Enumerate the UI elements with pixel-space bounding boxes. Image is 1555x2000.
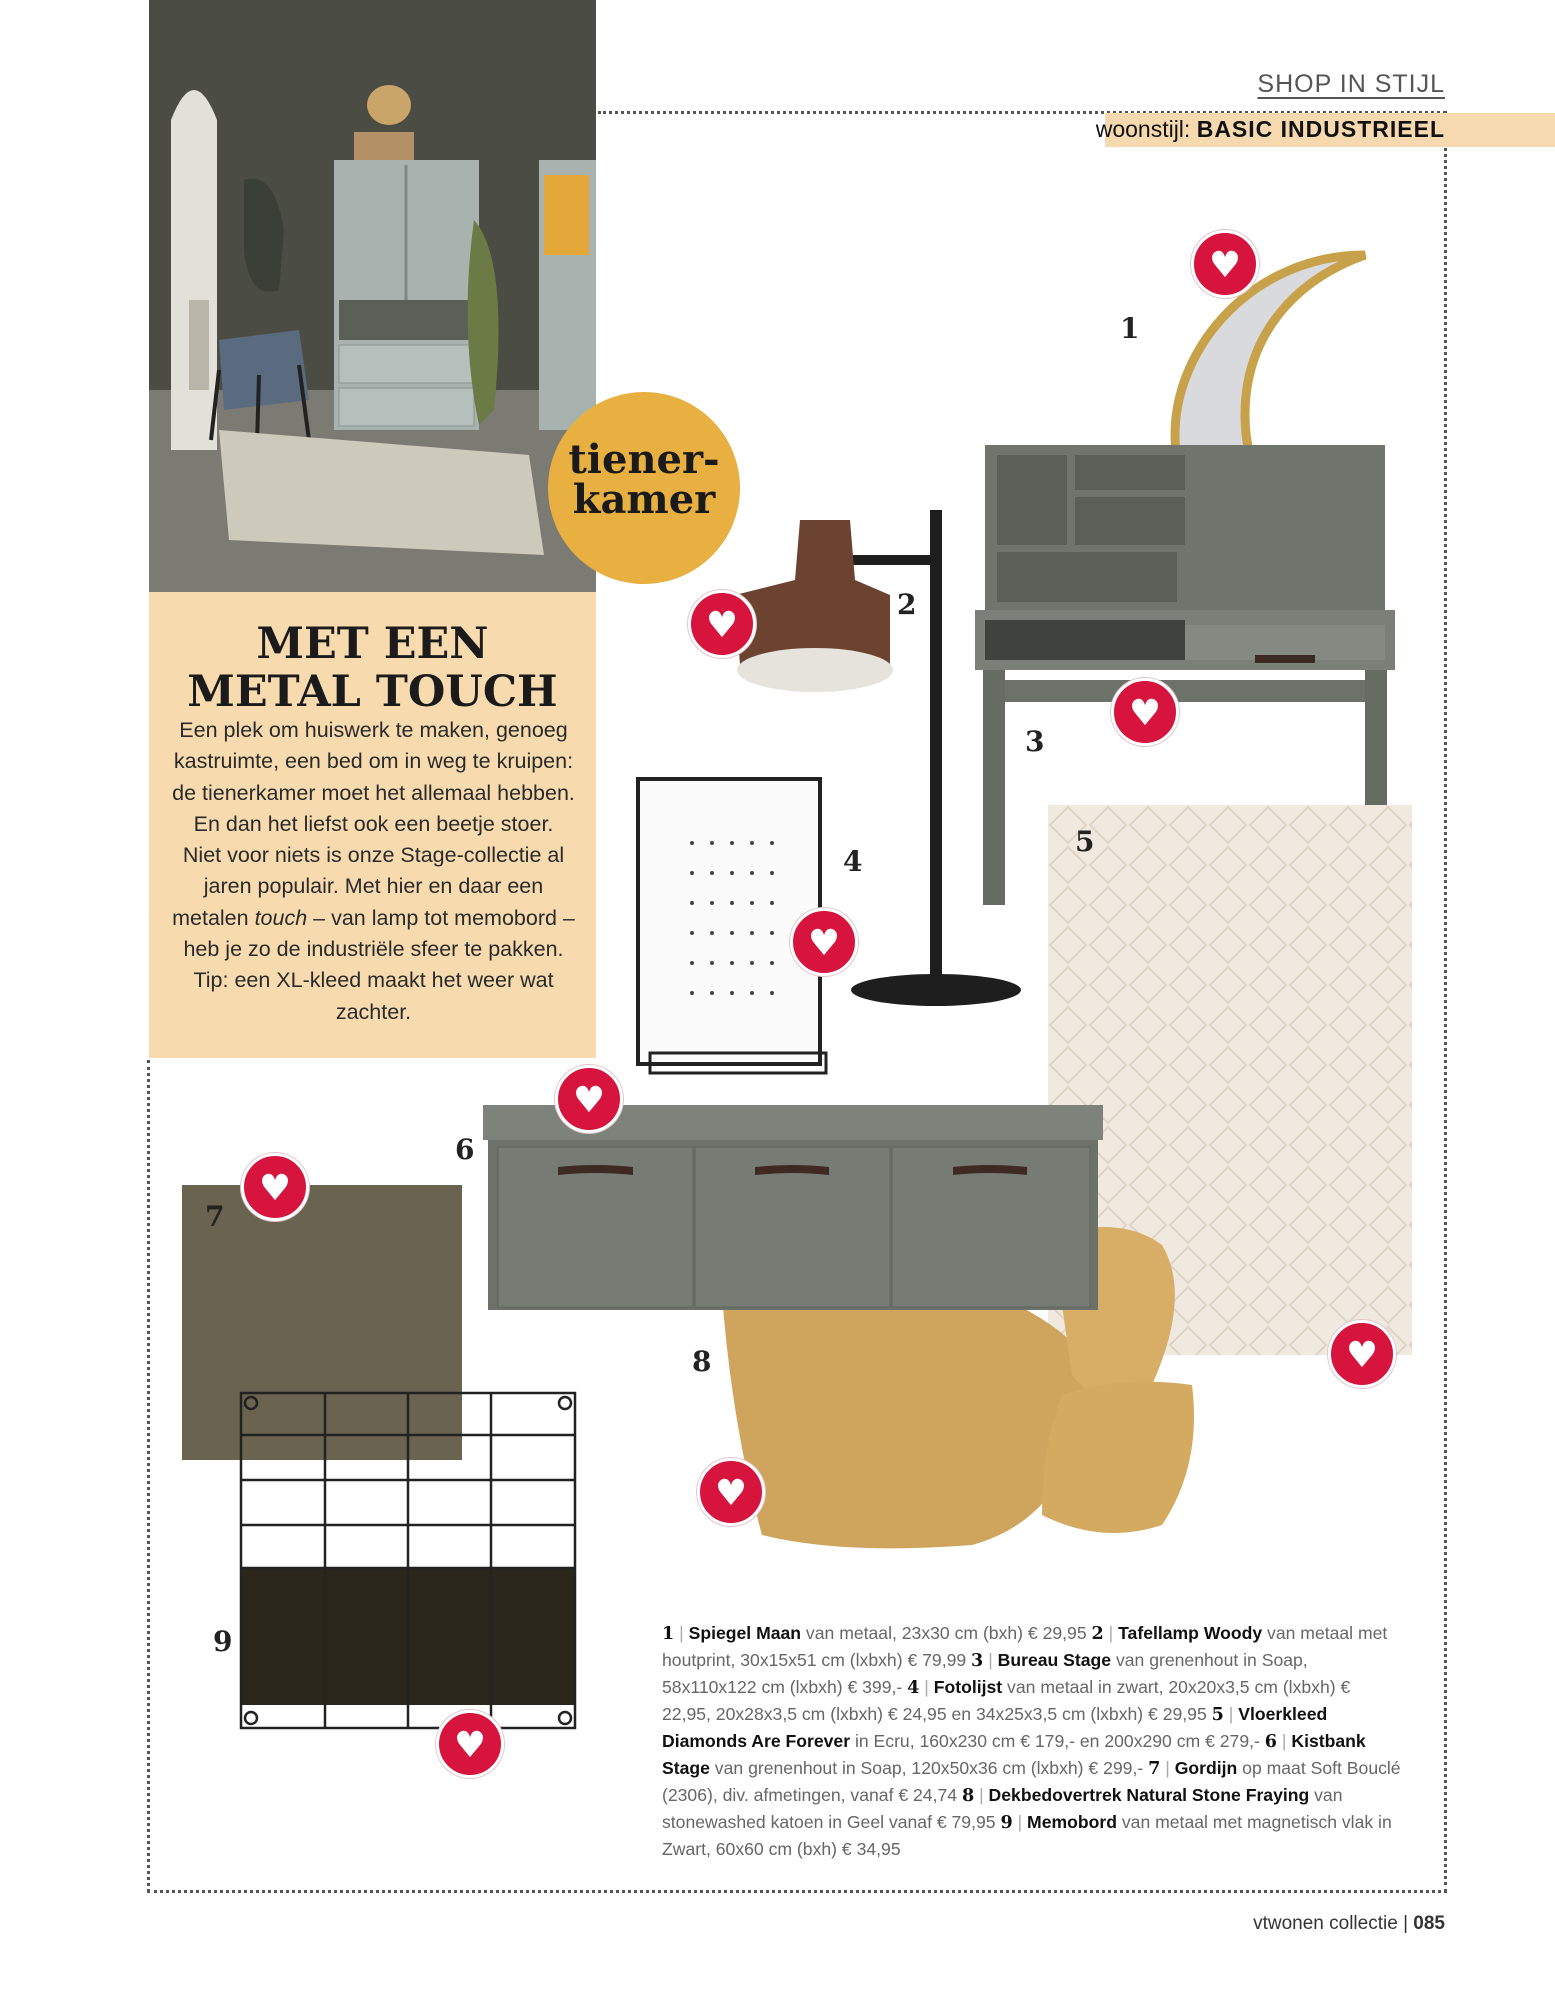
heart-icon: ♥	[1208, 245, 1242, 286]
product-name: Memobord	[1027, 1812, 1117, 1832]
style-prefix: woonstijl:	[1095, 116, 1191, 142]
favorite-heart-9[interactable]	[436, 1710, 504, 1778]
heart-icon: ♥	[714, 1473, 748, 1514]
storage-bench-image	[483, 1105, 1103, 1315]
body-text-2: – van lamp tot memobord – heb je zo de industriële sfeer te pakken. Tip: een XL-kleed maakt het weer wat zachter.	[183, 905, 575, 1024]
product-name: Fotolijst	[933, 1677, 1003, 1697]
product-entry-5: 5 | Vloerkleed Diamonds Are Forever in Ecru, 160x230 cm € 179,- en 200x290 cm € 279,-	[662, 1704, 1328, 1751]
favorite-heart-4[interactable]	[790, 908, 858, 976]
product-name: Bureau Stage	[997, 1650, 1112, 1670]
article-body	[172, 715, 575, 1028]
page-footer	[1253, 1913, 1445, 1935]
product-name: Vloerkleed Diamonds Are Forever	[662, 1704, 1328, 1751]
item-number-8: 8	[692, 1345, 712, 1378]
item-number-6: 6	[455, 1133, 475, 1166]
product-number: 3	[971, 1650, 984, 1671]
product-desc: van stonewashed katoen in Geel vanaf € 79,95	[662, 1785, 1343, 1832]
item-number-3: 3	[1025, 725, 1045, 758]
product-number: 8	[961, 1785, 975, 1806]
product-name: Tafellamp Woody	[1118, 1623, 1263, 1643]
product-desc: op maat Soft Bouclé (2306), div. afmetingen, vanaf € 24,74	[662, 1758, 1401, 1805]
heart-icon: ♥	[1345, 1335, 1379, 1376]
room-photo	[149, 0, 596, 592]
product-entry-3: 3 | Bureau Stage van grenenhout in Soap, 58x110x122 cm (lxbxh) € 399,-	[662, 1650, 1308, 1697]
style-name: BASIC INDUSTRIEEL	[1196, 116, 1445, 142]
heart-icon: ♥	[807, 923, 841, 964]
headline-line-1: MET EEN	[256, 619, 489, 669]
section-label: SHOP IN STIJL	[1257, 70, 1445, 98]
heart-icon: ♥	[453, 1725, 487, 1766]
product-entry-1: 1 | Spiegel Maan van metaal, 23x30 cm (bxh) € 29,95	[662, 1623, 1092, 1644]
product-number: 9	[1000, 1812, 1013, 1833]
product-entry-6: 6 | Kistbank Stage van grenenhout in Soap, 120x50x36 cm (lxbxh) € 299,-	[662, 1731, 1366, 1778]
product-entry-9: 9 | Memobord van metaal met magnetisch vlak in Zwart, 60x60 cm (bxh) € 34,95	[662, 1812, 1392, 1859]
product-desc: van grenenhout in Soap, 120x50x36 cm (lxbxh) € 299,-	[709, 1758, 1149, 1778]
product-number: 5	[1211, 1704, 1224, 1725]
favorite-heart-5[interactable]	[1328, 1320, 1396, 1388]
product-number: 2	[1091, 1623, 1104, 1644]
favorite-heart-3[interactable]	[1111, 678, 1179, 746]
product-entry-2: 2 | Tafellamp Woody van metaal met houtprint, 30x15x51 cm (lxbxh) € 79,99	[662, 1623, 1388, 1670]
favorite-heart-6[interactable]	[555, 1065, 623, 1133]
heart-icon: ♥	[572, 1080, 606, 1121]
product-entry-7: 7 | Gordijn op maat Soft Bouclé (2306), div. afmetingen, vanaf € 24,74	[662, 1758, 1401, 1805]
style-label	[1096, 116, 1445, 143]
headline-line-2: METAL TOUCH	[187, 667, 558, 717]
badge-line-2: kamer	[572, 476, 716, 523]
publication-name: vtwonen collectie	[1253, 1913, 1398, 1934]
item-number-9: 9	[213, 1625, 233, 1658]
body-text-italic: touch	[254, 905, 308, 930]
heart-icon: ♥	[1128, 693, 1162, 734]
product-desc: van metaal in zwart, 20x20x3,5 cm (lxbxh) € 22,95, 20x28x3,5 cm (lxbxh) € 24,95 en 34x25x3,5 cm (lxbxh) € 29,95	[662, 1677, 1351, 1724]
frame-left-border	[147, 1060, 150, 1892]
frame-right-border	[1444, 111, 1447, 1892]
item-number-7: 7	[205, 1200, 225, 1233]
product-number: 6	[1264, 1731, 1277, 1752]
frame-bottom-border	[147, 1890, 1447, 1893]
body-text-1: Een plek om huiswerk te maken, genoeg kastruimte, een bed om in weg te kruipen: de tienerkamer moet het allemaal hebben. En dan het liefst ook een beetje stoer. Niet voor niets is onze Stage-collectie al jaren populair. Met hier en daar een metalen	[172, 718, 575, 930]
favorite-heart-8[interactable]	[697, 1458, 765, 1526]
product-desc: van metaal met magnetisch vlak in Zwart, 60x60 cm (bxh) € 34,95	[662, 1812, 1392, 1859]
heart-icon: ♥	[258, 1168, 292, 1209]
category-badge-label	[548, 436, 740, 523]
product-entry-4: 4 | Fotolijst van metaal in zwart, 20x20x3,5 cm (lxbxh) € 22,95, 20x28x3,5 cm (lxbxh) € 24,95 en 34x25x3,5 cm (lxbxh) € 29,95	[662, 1677, 1351, 1724]
item-number-5: 5	[1075, 825, 1095, 858]
product-name: Spiegel Maan	[688, 1623, 802, 1643]
footer-separator: |	[1403, 1913, 1409, 1934]
product-number: 7	[1148, 1758, 1161, 1779]
product-desc: van grenenhout in Soap, 58x110x122 cm (lxbxh) € 399,-	[662, 1650, 1308, 1697]
item-number-1: 1	[1120, 312, 1140, 345]
product-number: 4	[907, 1677, 920, 1698]
product-desc: van metaal, 23x30 cm (bxh) € 29,95	[801, 1623, 1092, 1643]
article-headline	[149, 620, 596, 716]
product-name: Dekbedovertrek Natural Stone Fraying	[988, 1785, 1310, 1805]
product-desc: van metaal met houtprint, 30x15x51 cm (lxbxh) € 79,99	[662, 1623, 1388, 1670]
favorite-heart-2[interactable]	[688, 590, 756, 658]
item-number-2: 2	[897, 588, 917, 621]
favorite-heart-7[interactable]	[241, 1153, 309, 1221]
memo-board-image	[238, 1390, 578, 1735]
product-entry-8: 8 | Dekbedovertrek Natural Stone Fraying van stonewashed katoen in Geel vanaf € 79,95	[662, 1785, 1343, 1832]
product-name: Kistbank Stage	[662, 1731, 1366, 1778]
product-desc: in Ecru, 160x230 cm € 179,- en 200x290 cm € 279,-	[850, 1731, 1265, 1751]
product-name: Gordijn	[1174, 1758, 1238, 1778]
favorite-heart-1[interactable]	[1191, 230, 1259, 298]
product-number: 1	[662, 1623, 675, 1644]
badge-line-1: tiener-	[568, 436, 720, 483]
page-number: 085	[1413, 1913, 1445, 1934]
product-list	[662, 1620, 1402, 1862]
heart-icon: ♥	[705, 605, 739, 646]
item-number-4: 4	[843, 845, 863, 878]
